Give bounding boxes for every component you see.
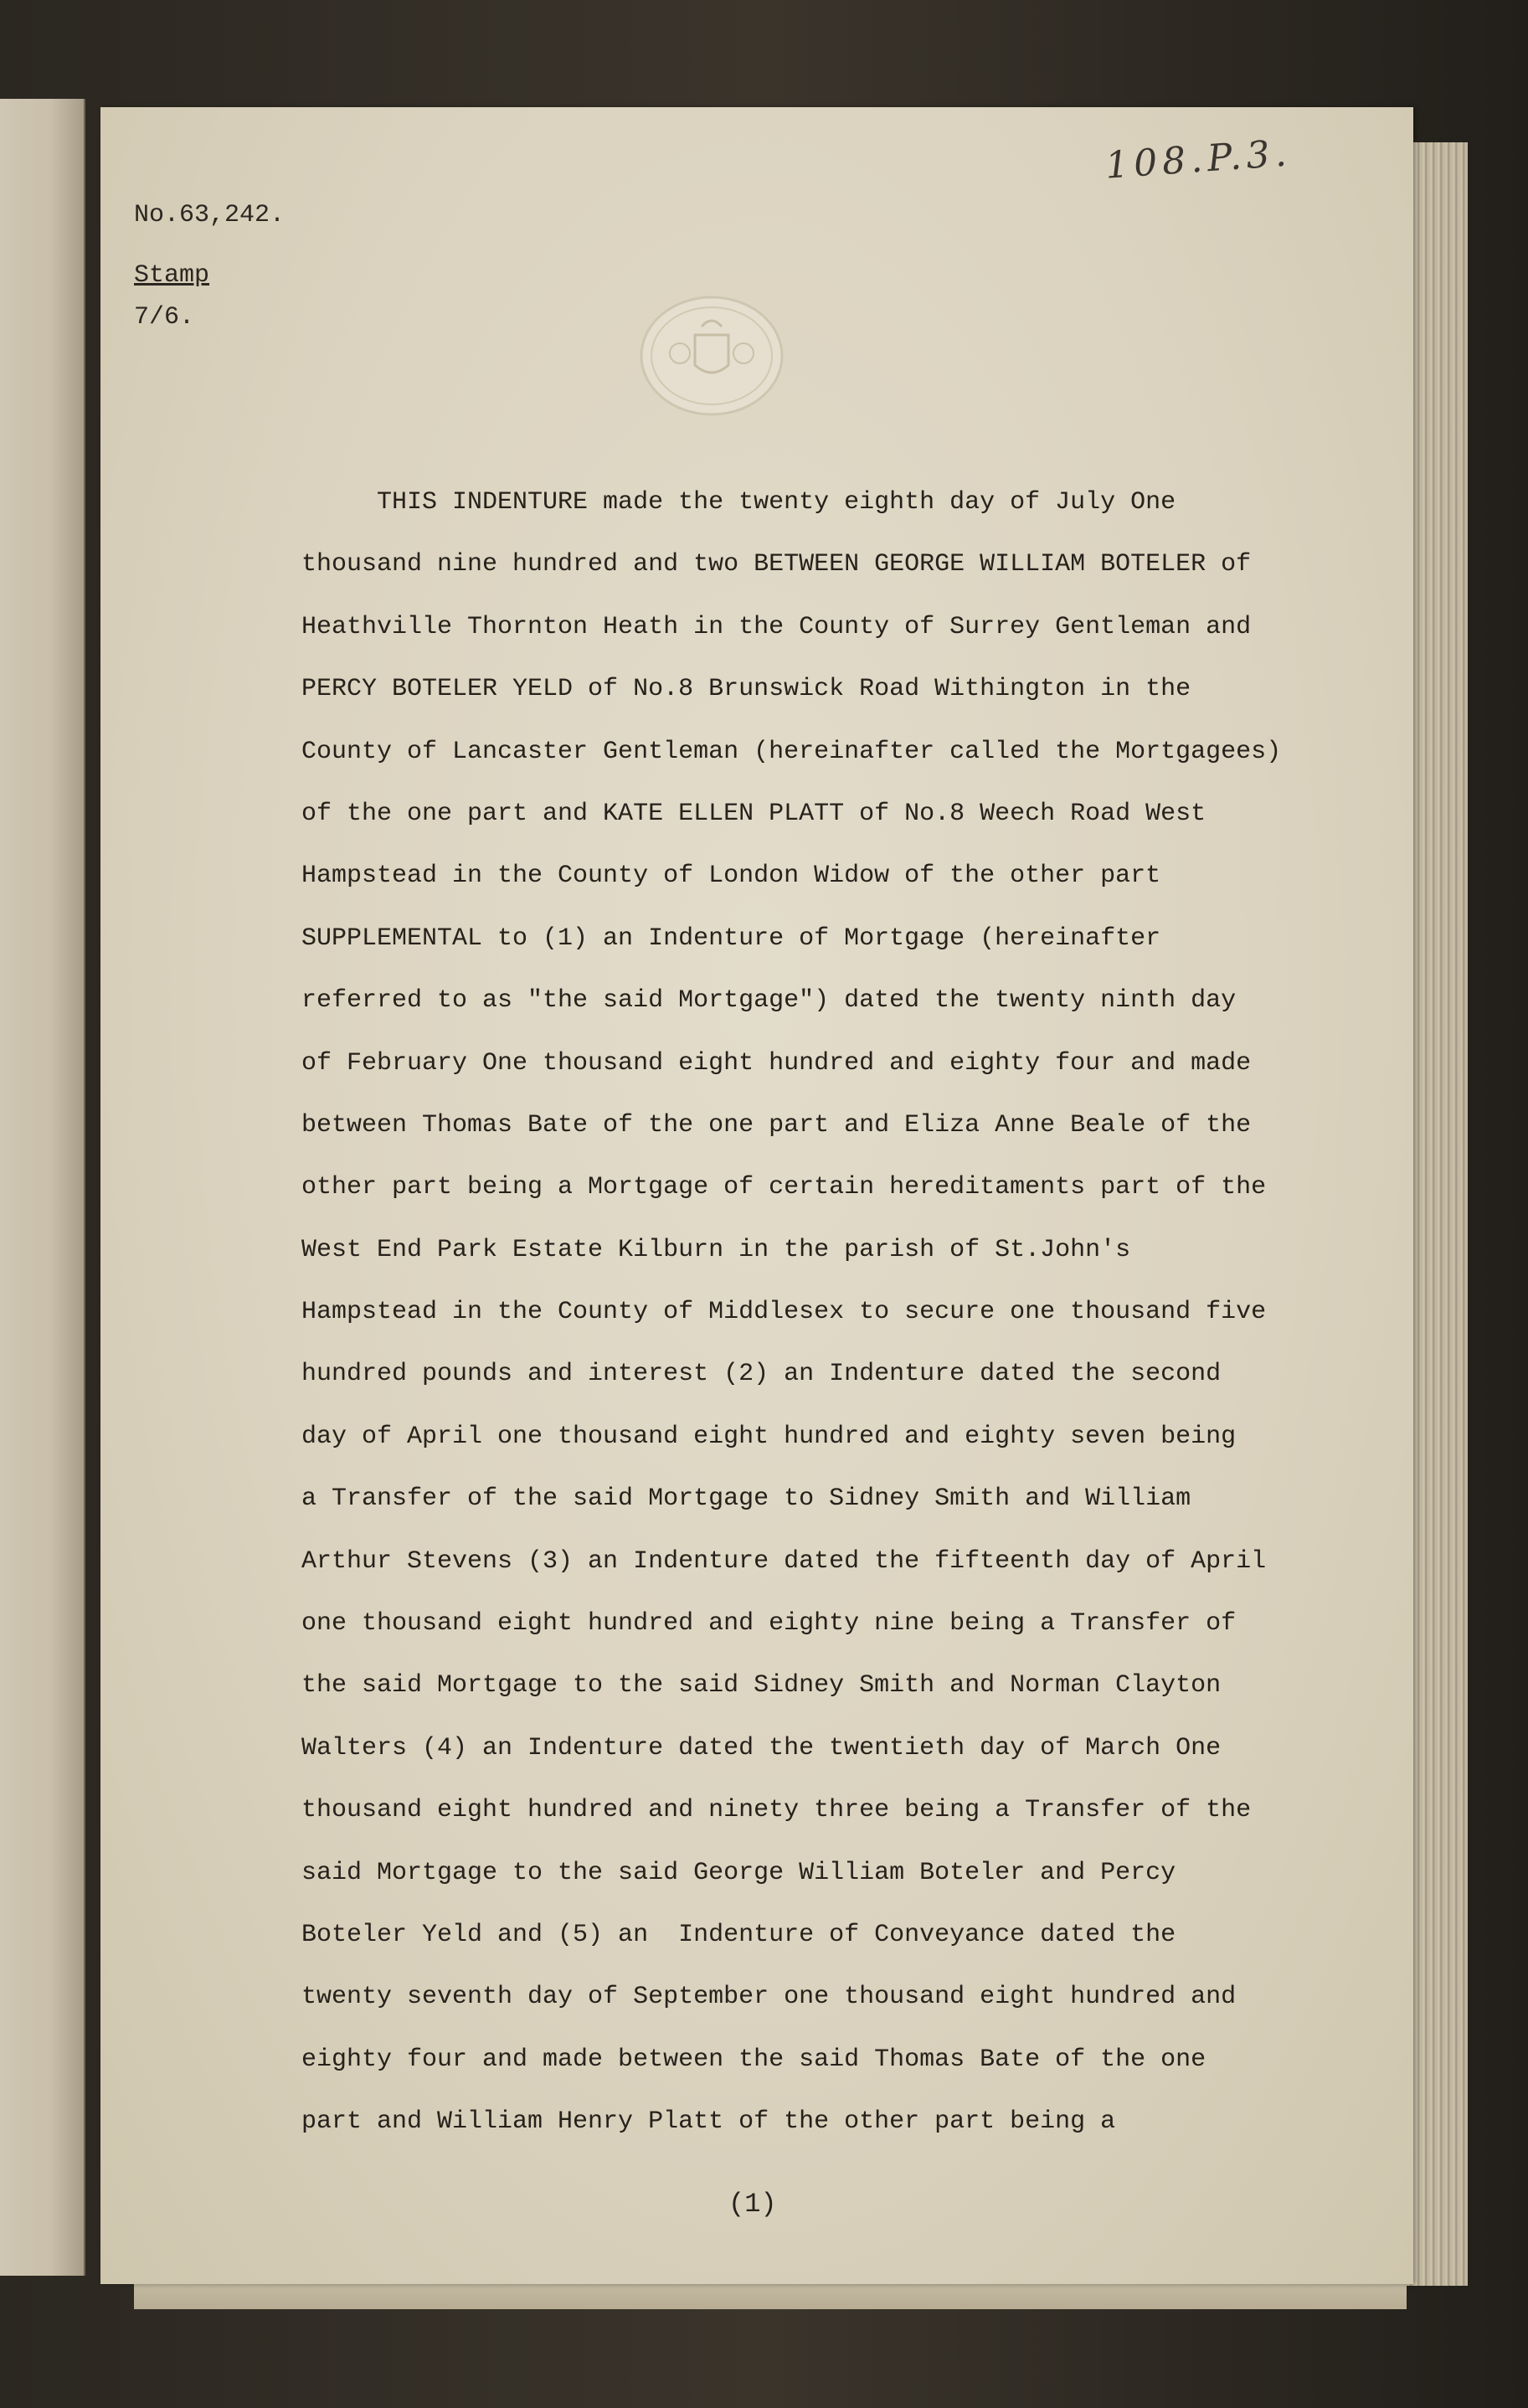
- text-line: referred to as "the said Mortgage") dated the twenty ninth day: [301, 986, 1237, 1016]
- text-line: thousand nine hundred and two BETWEEN GEORGE WILLIAM BOTELER of: [301, 550, 1252, 579]
- text-line: hundred pounds and interest (2) an Indenture dated the second: [301, 1360, 1222, 1389]
- text-line: day of April one thousand eight hundred and eighty seven being: [301, 1422, 1237, 1451]
- indenture-body-text: [301, 484, 1381, 2166]
- text-line: one thousand eight hundred and eighty nine being a Transfer of: [301, 1609, 1237, 1639]
- embossed-seal-icon: [636, 293, 787, 419]
- text-line: Hampstead in the County of Middlesex to secure one thousand five: [301, 1298, 1267, 1327]
- text-line: eighty four and made between the said Thomas Bate of the one: [301, 2045, 1206, 2074]
- text-line: between Thomas Bate of the one part and Eliza Anne Beale of the: [301, 1110, 1252, 1140]
- text-line: Walters (4) an Indenture dated the twentieth day of March One: [301, 1733, 1222, 1762]
- text-line: SUPPLEMENTAL to (1) an Indenture of Mortgage (hereinafter: [301, 924, 1161, 953]
- text-line: Hampstead in the County of London Widow of the other part: [301, 862, 1161, 891]
- text-line: twenty seventh day of September one thousand eight hundred and: [301, 1983, 1237, 2012]
- text-line: PERCY BOTELER YELD of No.8 Brunswick Road Withington in the: [301, 675, 1191, 704]
- text-line: Heathville Thornton Heath in the County of Surrey Gentleman and: [301, 612, 1252, 641]
- text-line: Boteler Yeld and (5) an Indenture of Conveyance dated the: [301, 1920, 1176, 1949]
- stamp-label: Stamp: [134, 261, 210, 290]
- text-line: the said Mortgage to the said Sidney Smith and Norman Clayton: [301, 1671, 1222, 1701]
- text-line: a Transfer of the said Mortgage to Sidney Smith and William: [301, 1484, 1191, 1514]
- document-number: No.63,242.: [134, 201, 286, 229]
- text-line: of February One thousand eight hundred and eighty four and made: [301, 1048, 1252, 1078]
- text-line: part and William Henry Platt of the other part being a: [301, 2107, 1116, 2137]
- text-line: other part being a Mortgage of certain hereditaments part of the: [301, 1173, 1267, 1202]
- text-line: THIS INDENTURE made the twenty eighth day of July One: [301, 488, 1176, 517]
- facing-page-edge: [0, 99, 85, 2276]
- folio-annotation: 108.P.3.: [1104, 131, 1294, 188]
- text-line: of the one part and KATE ELLEN PLATT of No.8 Weech Road West: [301, 799, 1206, 828]
- stamp-value: 7/6.: [134, 303, 195, 332]
- text-line: County of Lancaster Gentleman (hereinafter called the Mortgagees): [301, 737, 1282, 766]
- page-number: (1): [728, 2189, 777, 2220]
- text-line: West End Park Estate Kilburn in the parish of St.John's: [301, 1235, 1131, 1264]
- text-line: said Mortgage to the said George William Boteler and Percy: [301, 1858, 1176, 1887]
- text-line: Arthur Stevens (3) an Indenture dated the fifteenth day of April: [301, 1546, 1267, 1576]
- text-line: thousand eight hundred and ninety three being a Transfer of the: [301, 1796, 1252, 1825]
